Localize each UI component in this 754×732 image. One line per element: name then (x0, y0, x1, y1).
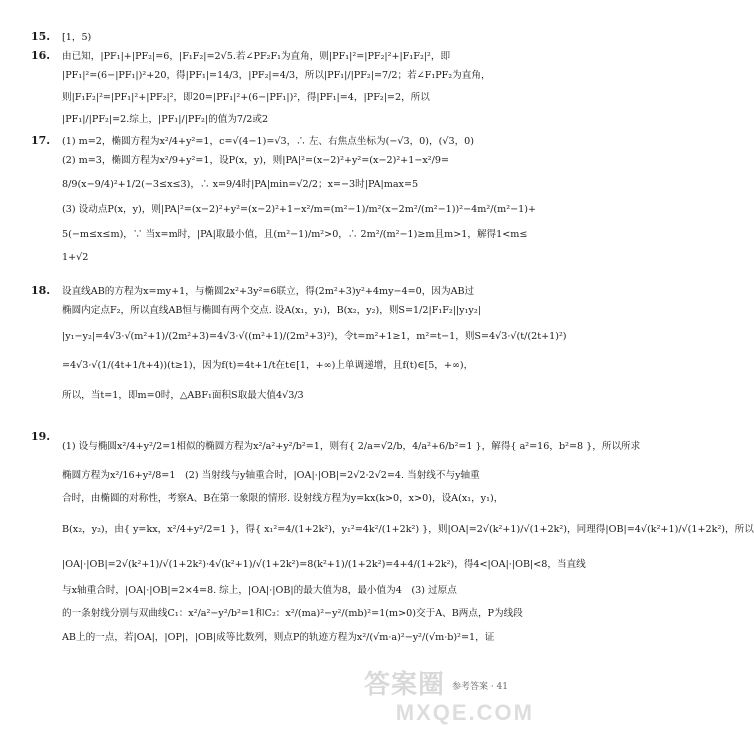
answer-line: 所以，当t=1，即m=0时，△ABF₁面积S取最大值4√3/3 (62, 390, 304, 401)
answer-line: |PF₁|/|PF₂|=2.综上，|PF₁|/|PF₂|的值为7/2或2 (62, 114, 269, 125)
answer-19 (31, 430, 754, 650)
answer-line: AB上的一点，若|OA|，|OP|，|OB|成等比数列，则点P的轨迹方程为x²/(√m·a)²−y²/(√m·b)²=1，证 (62, 632, 495, 643)
answer-line: (1) 设与椭圆x²/4+y²/2=1相似的椭圆方程为x²/a²+y²/b²=1，则有{ 2/a=√2/b，4/a²+6/b²=1 }，解得{ a²=16，b²=8 }，所以所求 (62, 441, 641, 452)
answer-line: 由已知，|PF₁|+|PF₂|=6，|F₁F₂|=2√5.若∠PF₂F₁为直角，则|PF₁|²=|PF₂|²+|F₁F₂|²，即 (62, 51, 451, 62)
answer-17 (31, 134, 537, 269)
answer-line: 椭圆方程为x²/16+y²/8=1 (2) 当射线与y轴重合时，|OA|·|OB|=2√2·2√2=4. 当射线不与y轴重 (62, 470, 480, 481)
answer-line: 1+√2 (62, 252, 89, 263)
answer-18 (31, 284, 567, 411)
watermark-main-text: 答案圈 (364, 669, 446, 699)
question-number: 16. (31, 49, 51, 62)
answer-16 (31, 49, 502, 132)
answer-line: (2) m=3，椭圆方程为x²/9+y²=1，设P(x，y)，则|PA|²=(x−2)²+y²=(x−2)²+1−x²/9= (62, 155, 449, 166)
answer-line: 的一条射线分别与双曲线C₁：x²/a²−y²/b²=1和C₂：x²/(ma)²−y²/(mb)²=1(m>0)交于A、B两点，P为线段 (62, 608, 523, 619)
answer-line: 5(−m≤x≤m)，∵ 当x=m时，|PA|取最小值，且(m²−1)/m²>0，∴ 2m²/(m²−1)≥m且m>1，解得1<m≤ (62, 229, 528, 240)
question-number: 18. (31, 284, 51, 297)
question-number: 15. (31, 30, 51, 43)
answer-line: 椭圆内定点F₂，所以直线AB恒与椭圆有两个交点. 设A(x₁，y₁)，B(x₂，y₂)，则S=1/2|F₁F₂||y₁y₂| (62, 305, 481, 316)
answer-line: 设直线AB的方程为x=my+1，与椭圆2x²+3y²=6联立，得(2m²+3)y²+4my−4=0，因为AB过 (62, 286, 475, 297)
watermark-logo (364, 664, 534, 726)
answer-line: [1，5) (62, 32, 92, 43)
answer-line: |OA|·|OB|=2√(k²+1)/√(1+2k²)·4√(k²+1)/√(1+2k²)=8(k²+1)/(1+2k²)=4+4/(1+2k²)，得4<|OA|·|OB|<8，当直线 (62, 559, 586, 570)
question-number: 19. (31, 430, 51, 443)
answer-line: (3) 设动点P(x，y)，则|PA|²=(x−2)²+y²=(x−2)²+1−x²/m=(m²−1)/m²(x−2m²/(m²−1))²−4m²/(m²−1)+ (62, 204, 537, 215)
answer-line: 合时，由椭圆的对称性，考察A、B在第一象限的情形. 设射线方程为y=kx(k>0，x>0)，设A(x₁，y₁)， (62, 493, 504, 504)
answer-line: |PF₁|²=(6−|PF₁|)²+20，得|PF₁|=14/3，|PF₂|=4/3，所以|PF₁|/|PF₂|=7/2；若∠F₁PF₂为直角， (62, 70, 491, 81)
answer-line: 与x轴重合时，|OA|·|OB|=2×4=8. 综上，|OA|·|OB|的最大值为8，最小值为4 (3) 过原点 (62, 585, 457, 596)
watermark-sub-text: MXQE.COM (395, 700, 534, 725)
answer-line: (1) m=2，椭圆方程为x²/4+y²=1，c=√(4−1)=√3，∴ 左、右焦点坐标为(−√3，0)，(√3，0) (62, 136, 475, 147)
answer-line: 8/9(x−9/4)²+1/2(−3≤x≤3)，∴ x=9/4时|PA|min=√2/2；x=−3时|PA|max=5 (62, 179, 419, 190)
page-footer-label: 参考答案 · 41 (451, 682, 508, 692)
answer-line: 则|F₁F₂|²=|PF₁|²+|PF₂|²，即20=|PF₁|²+(6−|PF₁|)²，得|PF₁|=4，|PF₂|=2，所以 (62, 92, 430, 103)
answer-line: |y₁−y₂|=4√3·√(m²+1)/(2m²+3)=4√3·√((m²+1)/(2m²+3)²)，令t=m²+1≥1，m²=t−1，则S=4√3·√(t/(2t+1)²) (62, 331, 567, 342)
answer-15 (31, 30, 502, 45)
answer-line: B(x₂，y₂)，由{ y=kx，x²/4+y²/2=1 }，得{ x₁²=4/(1+2k²)，y₁²=4k²/(1+2k²) }，则|OA|=2√(k²+1)/√(1+2k²)，同理得|OB|=4√(k²+1)/√(1+2k²)，所以 (62, 524, 754, 535)
question-number: 17. (31, 134, 51, 147)
answer-line: =4√3·√(1/(4t+1/t+4))(t≥1)，因为f(t)=4t+1/t在t∈[1，+∞)上单调递增，且f(t)∈[5，+∞)， (62, 360, 474, 371)
